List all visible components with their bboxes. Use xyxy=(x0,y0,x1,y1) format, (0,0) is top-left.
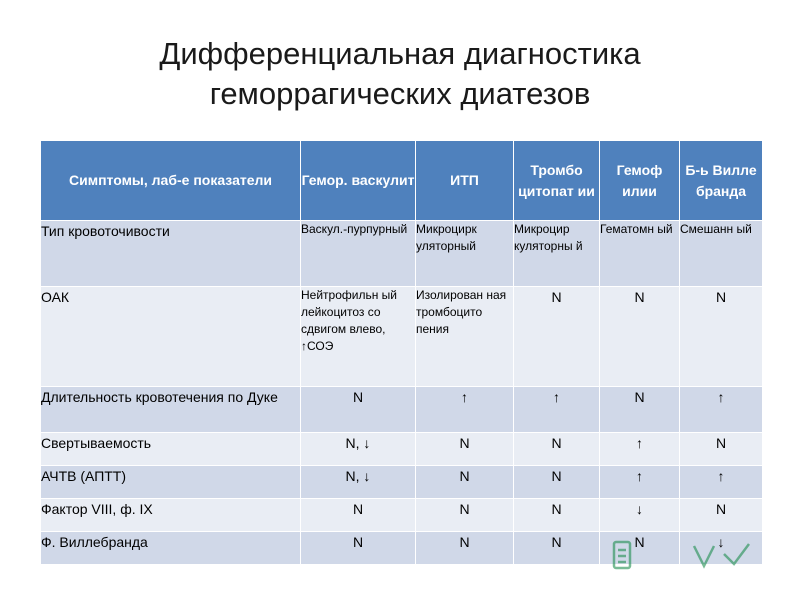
table-row xyxy=(41,221,763,287)
diagnosis-table xyxy=(40,140,763,565)
table-row xyxy=(41,499,763,532)
page-title xyxy=(0,34,800,114)
table-cell: N xyxy=(600,387,680,433)
table-cell: ↑ xyxy=(600,433,680,466)
table-cell: ↓ xyxy=(600,499,680,532)
table-cell: N xyxy=(600,532,680,565)
row-label: АЧТВ (АПТТ) xyxy=(41,466,301,499)
table-cell: N xyxy=(680,433,763,466)
header-hemophilia: Гемоф илии xyxy=(600,141,680,221)
row-label: Фактор VIII, ф. IX xyxy=(41,499,301,532)
table-cell: Изолирован ная тромбоцито пения xyxy=(416,287,514,387)
table-cell: ↑ xyxy=(514,387,600,433)
table-cell: N xyxy=(680,499,763,532)
table-cell: N xyxy=(416,499,514,532)
title-line-1: Дифференциальная диагностика xyxy=(159,36,641,71)
table-header-row xyxy=(41,141,763,221)
table-cell: Смешанн ый xyxy=(680,221,763,287)
table-cell: ↓ xyxy=(680,532,763,565)
table-cell: Нейтрофильн ый лейкоцитоз со сдвигом влево, ↑СОЭ xyxy=(301,287,416,387)
table-cell: Микроцир куляторны й xyxy=(514,221,600,287)
title-line-2: геморрагических диатезов xyxy=(209,76,591,111)
table-cell: N xyxy=(416,466,514,499)
table-cell: N xyxy=(301,532,416,565)
row-label: Ф. Виллебранда xyxy=(41,532,301,565)
table-row xyxy=(41,466,763,499)
table-cell: N xyxy=(514,532,600,565)
table-cell: ↑ xyxy=(600,466,680,499)
table-row xyxy=(41,387,763,433)
table-cell: ↑ xyxy=(680,387,763,433)
table-row xyxy=(41,433,763,466)
table-cell: ↑ xyxy=(416,387,514,433)
table-cell: N, ↓ xyxy=(301,466,416,499)
watermark-logo-icon xyxy=(604,536,754,576)
row-label: ОАК xyxy=(41,287,301,387)
table-cell: N xyxy=(514,433,600,466)
row-label: Длительность кровотечения по Дуке xyxy=(41,387,301,433)
table-cell: N xyxy=(514,287,600,387)
table-cell: N xyxy=(680,287,763,387)
table-cell: N xyxy=(600,287,680,387)
table-row xyxy=(41,287,763,387)
header-itp: ИТП xyxy=(416,141,514,221)
header-vasculitis: Гемор. васкулит xyxy=(301,141,416,221)
table-cell: Микроцирк уляторный xyxy=(416,221,514,287)
row-label: Свертываемость xyxy=(41,433,301,466)
table-cell: N xyxy=(301,387,416,433)
table-cell: N xyxy=(301,499,416,532)
header-thrombocytopathy: Тромбо цитопат ии xyxy=(514,141,600,221)
table-cell: N xyxy=(416,532,514,565)
table-cell: Гематомн ый xyxy=(600,221,680,287)
row-label: Тип кровоточивости xyxy=(41,221,301,287)
header-willebrand: Б-ь Вилле бранда xyxy=(680,141,763,221)
table-cell: N xyxy=(514,466,600,499)
table-cell: N, ↓ xyxy=(301,433,416,466)
table-cell: N xyxy=(416,433,514,466)
header-symptoms: Симптомы, лаб-е показатели xyxy=(41,141,301,221)
table-cell: Васкул.-пурпурный xyxy=(301,221,416,287)
table-cell: ↑ xyxy=(680,466,763,499)
table-cell: N xyxy=(514,499,600,532)
